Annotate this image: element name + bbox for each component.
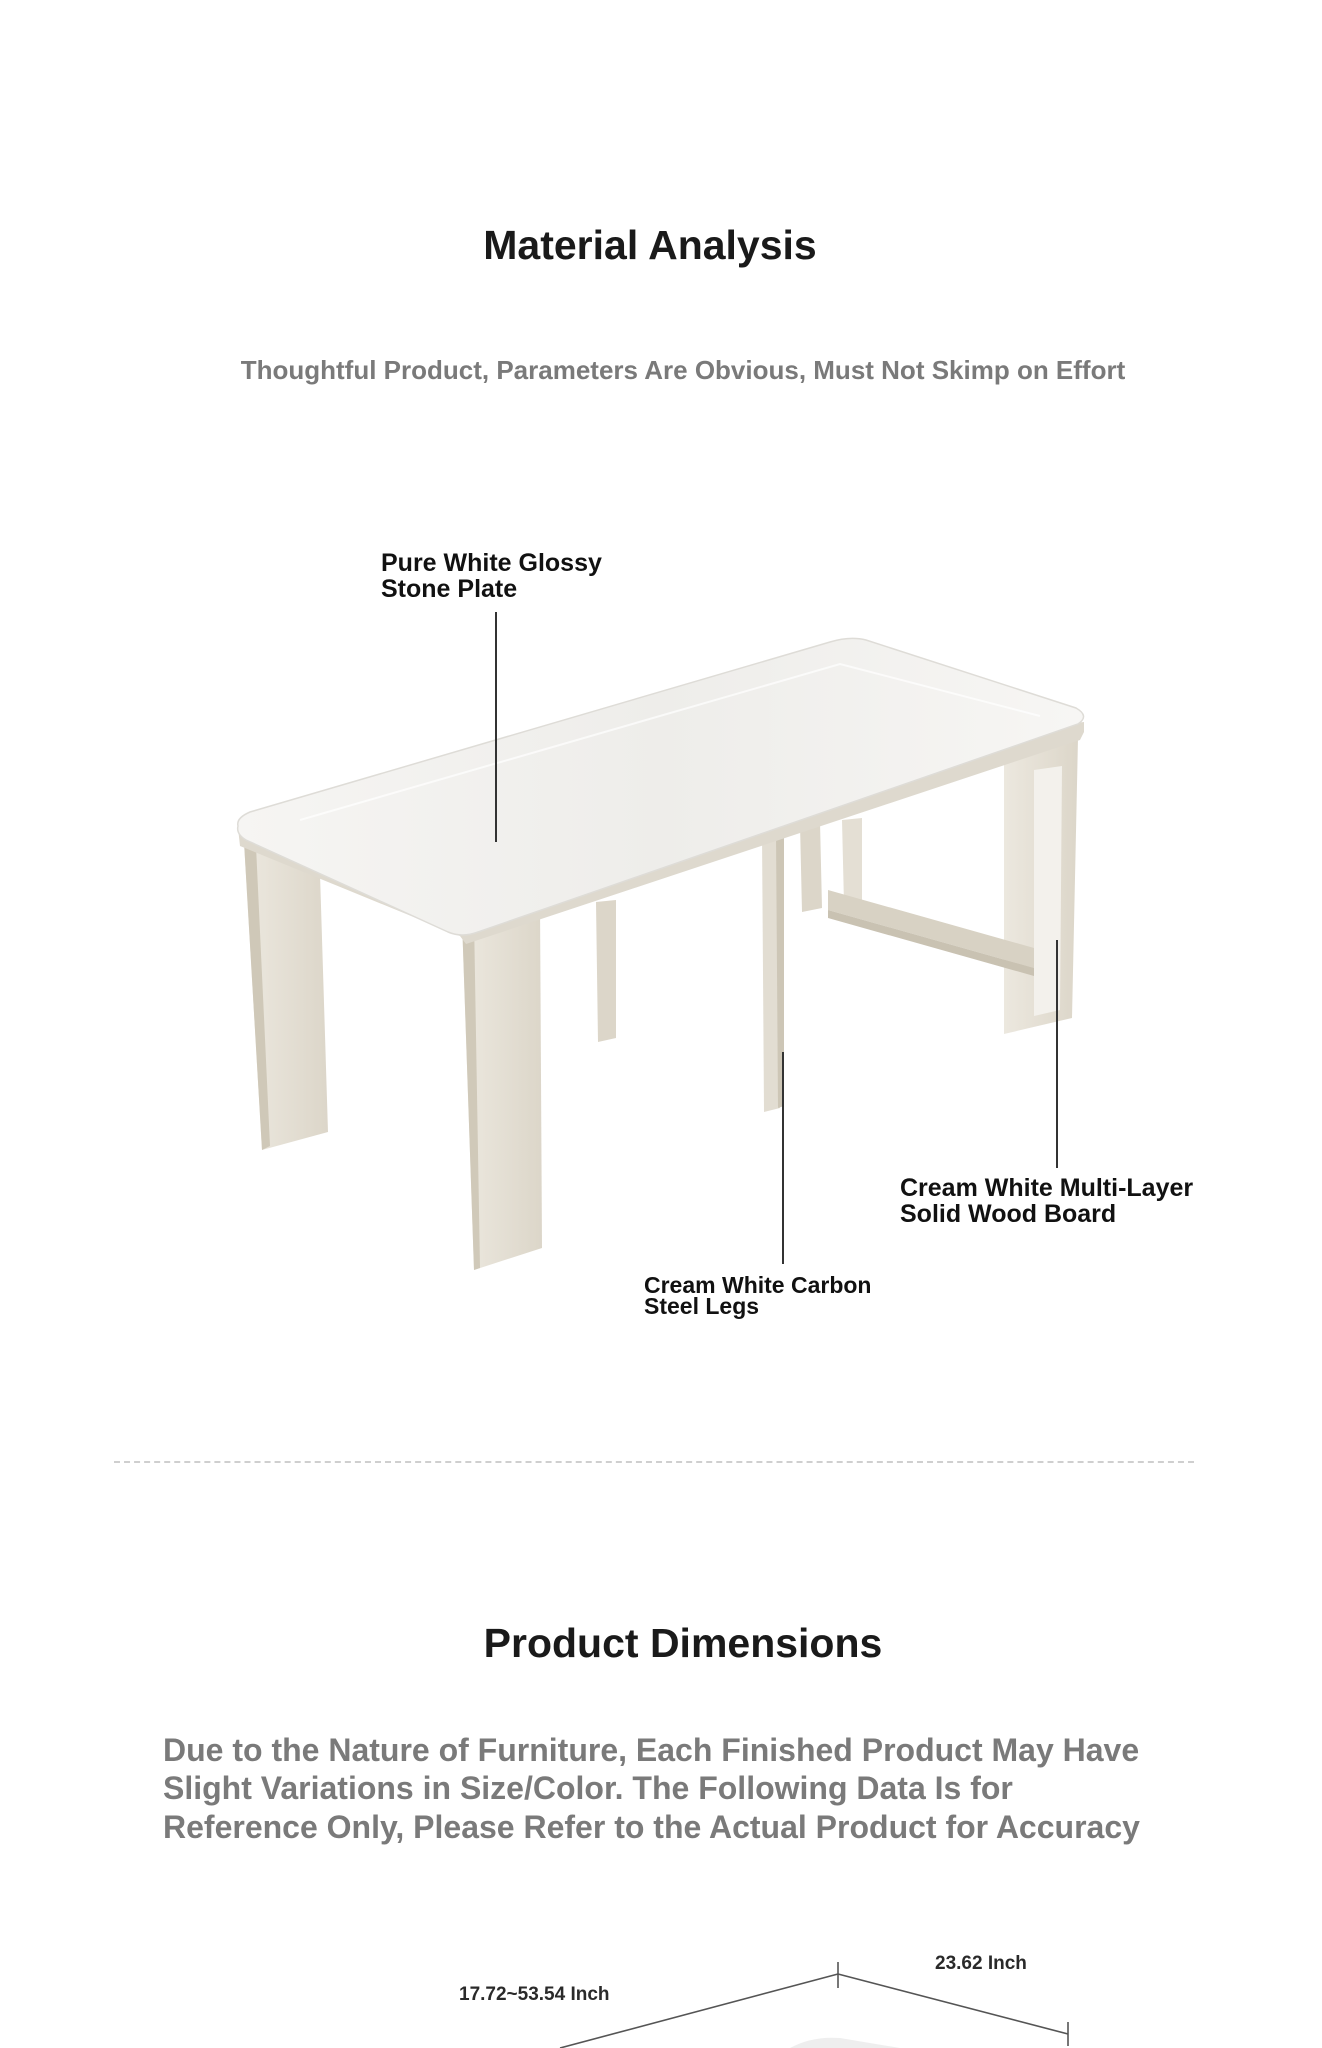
back-leg-right-a [842, 818, 862, 904]
callout-top-plate [381, 551, 602, 602]
callout-board [900, 1176, 1193, 1227]
material-analysis-subtitle: Thoughtful Product, Parameters Are Obvious, Must Not Skimp on Effort [240, 355, 1126, 385]
dimensions-disclaimer [163, 1731, 1303, 1846]
back-leg-left [596, 900, 616, 1042]
dimension-drawing [0, 1950, 1322, 2048]
callout-legs-line2: Steel Legs [644, 1293, 760, 1320]
tabletop [238, 638, 1084, 935]
width-dimension-label: 23.62 Inch [935, 1953, 1027, 1974]
width-dimension-line [838, 1974, 1068, 2034]
section-divider [114, 1461, 1194, 1463]
right-crossbar [828, 890, 1034, 968]
length-dimension-line [560, 1974, 838, 2048]
length-dimension-label: 17.72~53.54 Inch [459, 1984, 610, 2005]
callout-board-line1: Cream White Multi-Layer [900, 1174, 1194, 1202]
callout-top-plate-line1: Pure White Glossy [381, 549, 602, 577]
material-analysis-title: Material Analysis [483, 222, 817, 268]
callout-board-line2: Solid Wood Board [900, 1199, 1117, 1228]
disclaimer-line-3: Reference Only, Please Refer to the Actual Product for Accuracy [163, 1808, 1140, 1845]
product-dimensions-title: Product Dimensions [483, 1620, 883, 1666]
table-outline-partial [790, 2038, 900, 2048]
callout-legs [644, 1272, 872, 1320]
disclaimer-line-2: Slight Variations in Size/Color. The Following Data Is for [163, 1770, 1013, 1807]
back-leg-middle [800, 822, 822, 912]
callout-legs-line1: Cream White Carbon [644, 1272, 872, 1298]
callout-top-plate-line2: Stone Plate [381, 574, 518, 603]
disclaimer-line-1: Due to the Nature of Furniture, Each Finished Product May Have [163, 1732, 1140, 1768]
